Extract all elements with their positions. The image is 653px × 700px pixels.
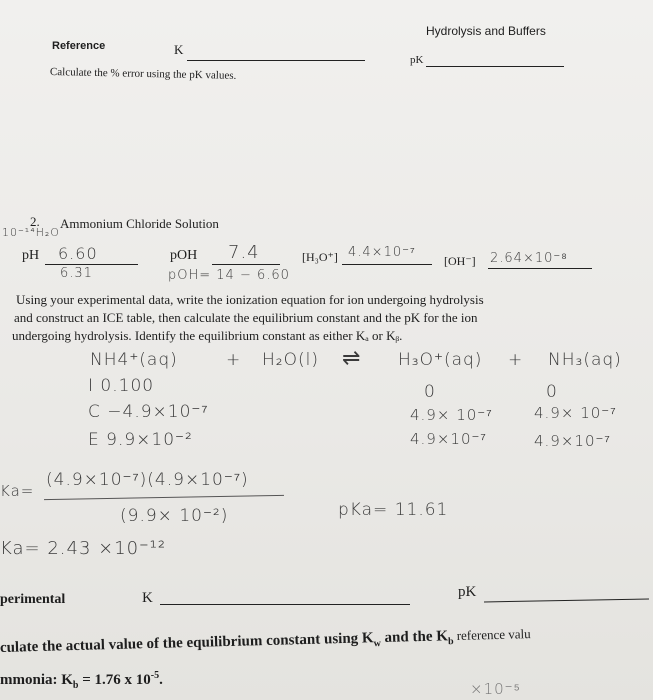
bottom-handwriting: ×10⁻⁵ xyxy=(470,680,521,698)
reference-k-label: K xyxy=(174,42,184,57)
eq-h2o: H₂O(l) xyxy=(262,350,319,370)
instruction-line-3: undergoing hydrolysis. Identify the equilibrium constant as either Kₐ or Kᵦ. xyxy=(12,328,403,343)
reference-pk-blank xyxy=(426,66,564,67)
experimental-pk-label: pK xyxy=(458,584,477,600)
eq-plus-1: + xyxy=(226,350,242,370)
h3o-blank xyxy=(342,264,432,265)
eq-nh3: NH₃(aq) xyxy=(548,350,622,370)
eq-nh4: NH4⁺(aq) xyxy=(90,350,178,370)
margin-note: 10⁻¹⁴H₂O xyxy=(2,226,60,239)
ice-equilibrium: E 9.9×10⁻² xyxy=(88,430,193,450)
ammonia-end: . xyxy=(159,672,163,688)
poh-work: pOH= 14 − 6.60 xyxy=(168,268,290,283)
reference-k-blank xyxy=(187,60,365,61)
instruction-line-2: and construct an ICE table, then calculate the equilibrium constant and the pK for the ion xyxy=(14,310,478,325)
ka-numerator: (4.9×10⁻⁷)(4.9×10⁻⁷) xyxy=(46,470,249,490)
ph-value: 6.60 xyxy=(58,244,98,263)
ph-note: 6.31 xyxy=(60,266,93,281)
ice-initial-nh3: 0 xyxy=(546,382,558,402)
ka-denominator: (9.9× 10⁻²) xyxy=(120,506,229,526)
worksheet-title: Hydrolysis and Buffers xyxy=(426,24,546,38)
ammonia-text: mmonia: K xyxy=(0,672,73,688)
experimental-label: perimental xyxy=(0,592,66,607)
oh-label: [OH⁻] xyxy=(444,254,476,268)
h3o-label: [H₃O⁺] xyxy=(302,250,338,264)
poh-blank xyxy=(212,264,280,265)
pka-result: pKa= 11.61 xyxy=(338,500,449,520)
ammonia-kb-sub: b xyxy=(72,680,79,691)
calculate-line xyxy=(0,626,531,659)
ammonia-line xyxy=(0,670,163,691)
ice-change-h3o: 4.9× 10⁻⁷ xyxy=(410,406,493,424)
section-number: 2. xyxy=(30,214,40,229)
calculate-text: culate the actual value of the equilibrium constant using K xyxy=(0,630,374,656)
h3o-value: 4.4×10⁻⁷ xyxy=(348,245,416,260)
calculate-text-3: reference valu xyxy=(453,626,531,644)
calculate-text-2: and the K xyxy=(380,628,449,647)
ammonia-exponent: -5 xyxy=(150,670,160,681)
ph-blank xyxy=(45,264,138,265)
oh-blank xyxy=(488,268,592,269)
eq-plus-2: + xyxy=(508,350,524,370)
ice-initial: I 0.100 xyxy=(88,376,155,396)
percent-error-instruction: Calculate the % error using the pK values. xyxy=(49,66,237,82)
section-title: Ammonium Chloride Solution xyxy=(60,216,219,231)
reference-pk-label: pK xyxy=(410,54,424,66)
calculate-kb-sub: b xyxy=(447,636,454,648)
ice-change: C −4.9×10⁻⁷ xyxy=(88,402,209,422)
instruction-line-1: Using your experimental data, write the ionization equation for ion undergoing hydrolysis xyxy=(16,292,484,307)
ka-label: Ka= xyxy=(0,482,35,500)
ammonia-value: = 1.76 x 10 xyxy=(78,672,151,688)
reference-label: Reference xyxy=(52,40,106,52)
eq-arrow: ⇌ xyxy=(342,346,362,371)
experimental-pk-blank xyxy=(484,599,649,603)
ice-equilibrium-nh3: 4.9×10⁻⁷ xyxy=(534,432,611,450)
ice-equilibrium-h3o: 4.9×10⁻⁷ xyxy=(410,430,487,448)
eq-h3o: H₃O⁺(aq) xyxy=(398,350,483,370)
poh-label: pOH xyxy=(170,248,198,263)
experimental-k-blank xyxy=(160,604,410,605)
calculate-kw-sub: w xyxy=(373,638,382,650)
ka-fraction-bar xyxy=(44,495,284,500)
oh-value: 2.64×10⁻⁸ xyxy=(490,251,568,266)
ph-label: pH xyxy=(22,248,40,263)
poh-value: 7.4 xyxy=(228,242,260,263)
ka-result: Ka= 2.43 ×10⁻¹² xyxy=(0,538,167,559)
ice-initial-h3o: 0 xyxy=(424,382,436,402)
experimental-k-label: K xyxy=(142,590,153,606)
ice-change-nh3: 4.9× 10⁻⁷ xyxy=(534,404,617,422)
